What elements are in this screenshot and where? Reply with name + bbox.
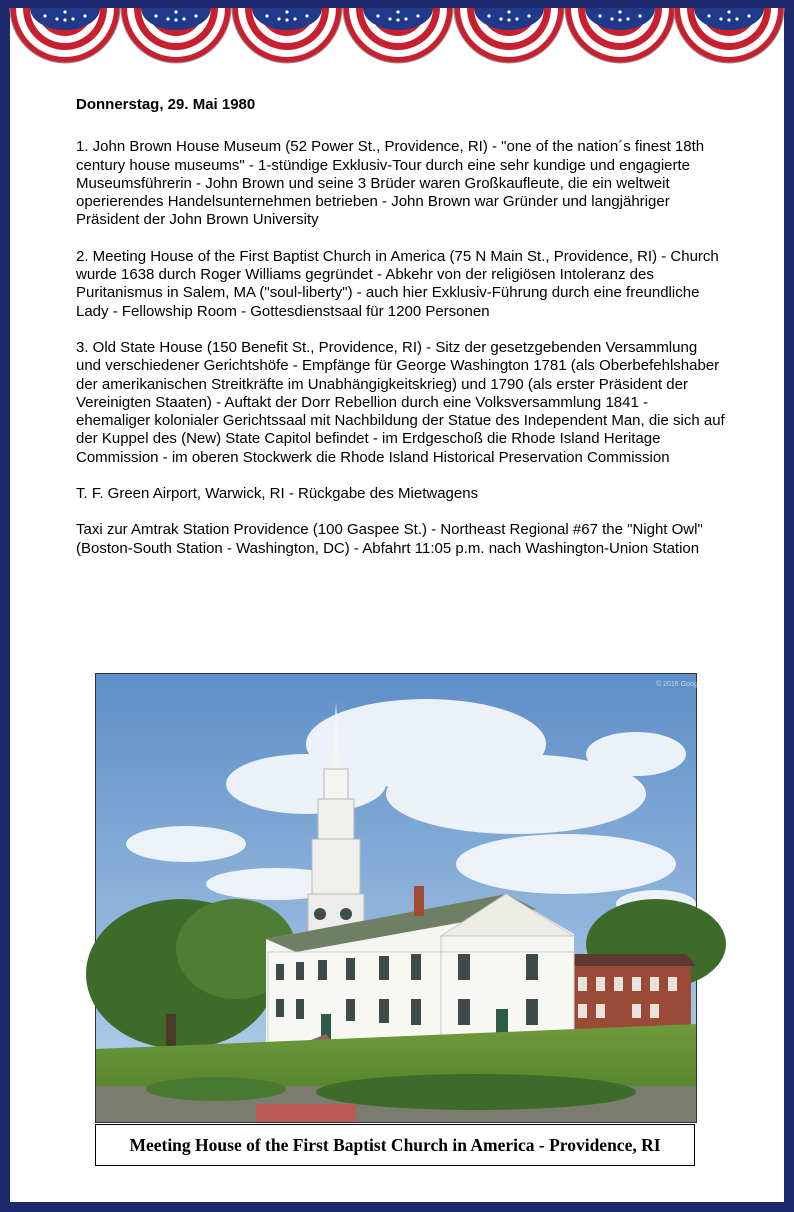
photo-caption: Meeting House of the First Baptist Church in America - Providence, RI [95,1124,695,1166]
date-heading: Donnerstag, 29. Mai 1980 [76,96,256,113]
itinerary-item-airport: T. F. Green Airport, Warwick, RI - Rückgabe des Mietwagens [76,485,479,503]
itinerary-item-old-state-house: 3. Old State House (150 Benefit St., Providence, RI) - Sitz der gesetzgebenden Versammlung und verschiedener Gerichtshöfe - Empfänge für George Washington 1781 (als Oberbefehlshaber der amerikanischen Streitkräfte im Unabhängigkeitskrieg) und 1790 (als erster Präsident der Vereinigten Staaten) - Auftakt der Dorr Rebellion durch eine Volksversammlung 1841 - ehemaliger kolonialer Gerichtssaal mit Nachbildung der Statue des Independent Man, die sich auf der Kuppel des (New) State Capitol befindet - im Erdgeschoß die Rhode Island Heritage Commission - im oberen Stockwerk die Rhode Island Historical Preservation Commission [76,338,725,466]
itinerary-item-john-brown-house: 1. John Brown House Museum (52 Power St., Providence, RI) - "one of the nation´s finest 18th century house museums" - 1-stündige Exklusiv-Tour durch eine sehr kundige und engagierte Museumsführerin - John Brown und seine 3 Brüder waren Großkaufleute, die ein weltweit operierendes Handelsunternehmen betrieben - John Brown war Gründer und langjähriger Präsident der John Brown University [76,138,705,229]
itinerary-item-amtrak-station: Taxi zur Amtrak Station Providence (100 Gaspee St.) - Northeast Regional #67 the "Night Owl" (Boston-South Station - Washington, DC) - Abfahrt 11:05 p.m. nach Washington-Union Station [76,521,703,557]
photo-watermark: © 2016 Google [656,681,704,688]
patriotic-bunting-decoration [10,8,784,70]
itinerary-item-first-baptist-church: 2. Meeting House of the First Baptist Church in America (75 N Main St., Providence, RI) - Church wurde 1638 durch Roger Williams gegründet - Abkehr von der religiösen Intoleranz des Puritanismus in Salem, MA ("soul-liberty") - auch hier Exklusiv-Führung durch eine freundliche Lady - Fellowship Room - Gottesdienstsaal für 1200 Personen [76,247,719,320]
itinerary-text [76,96,726,576]
page [10,8,784,1202]
church-photo [95,673,704,1123]
church-photo-illustration [96,674,704,1122]
